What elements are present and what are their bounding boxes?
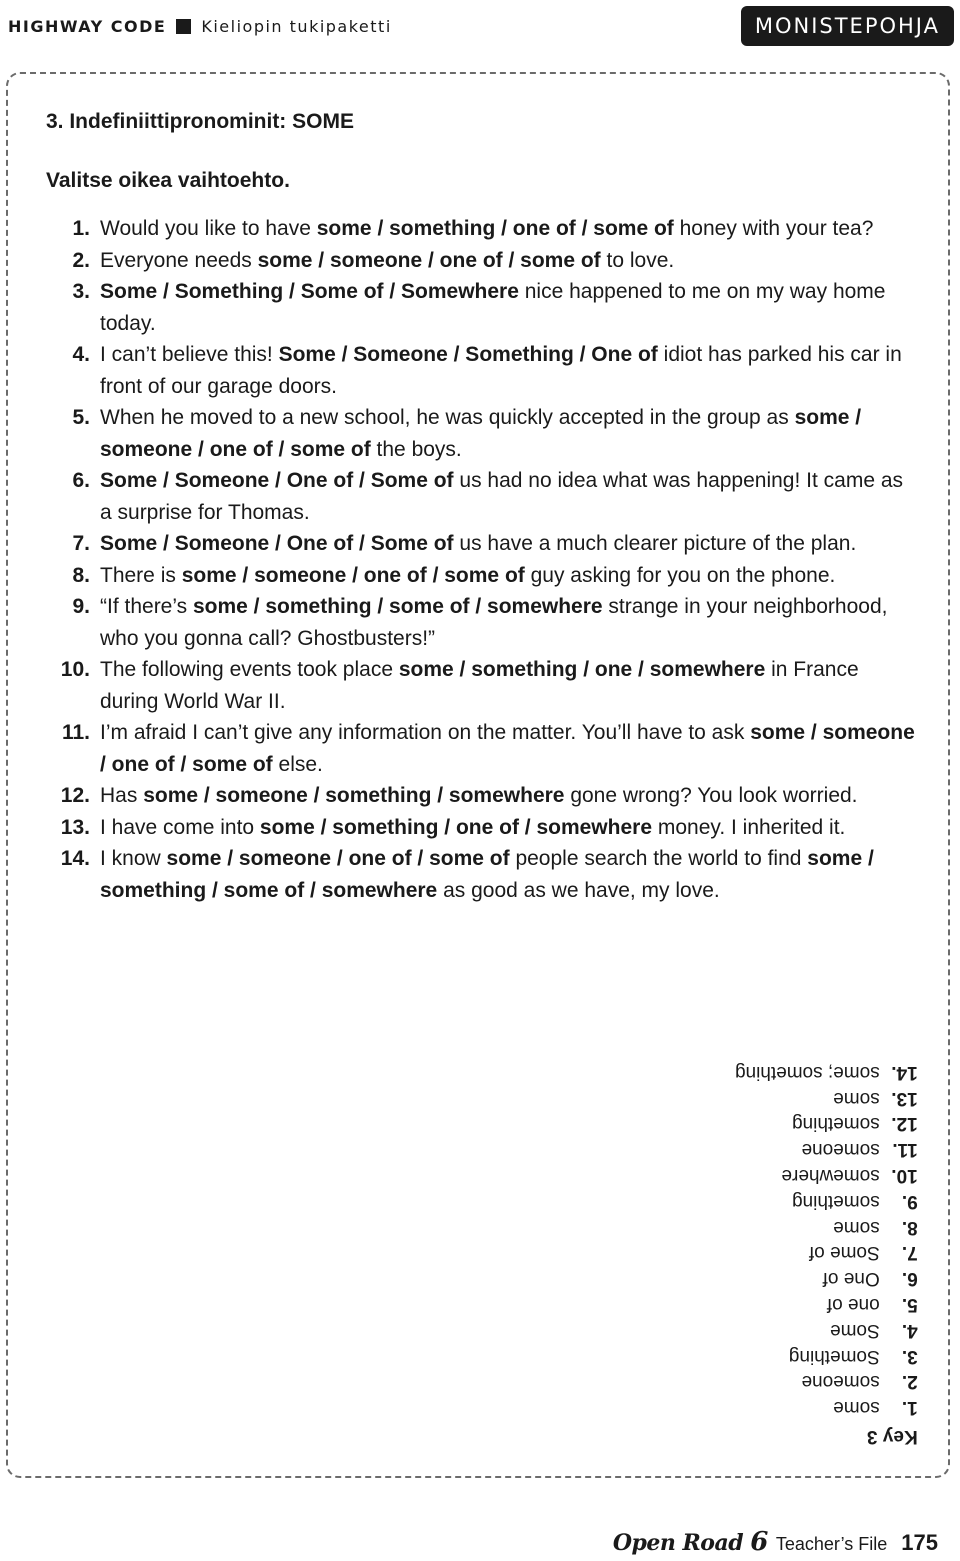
sentence-fragment: “If there’s xyxy=(100,595,193,618)
item-text xyxy=(100,339,920,402)
key-row xyxy=(735,1369,918,1395)
answer-options: Some / Something / Some of / Somewhere xyxy=(100,280,519,303)
exercise-title: 3. Indefiniittipronominit: SOME xyxy=(46,110,354,133)
item-number: 3. xyxy=(72,280,90,303)
key-row xyxy=(735,1059,918,1085)
sentence-fragment: I’m afraid I can’t give any information on the matter. You’ll have to ask xyxy=(100,721,751,744)
key-number: 11. xyxy=(892,1139,918,1161)
sentence-fragment: money. I inherited it. xyxy=(652,815,846,839)
exercise-item xyxy=(40,780,920,812)
key-answer: One of xyxy=(822,1268,880,1290)
header-subtitle: Kieliopin tukipaketti xyxy=(201,17,392,36)
answer-options: some / something / one of / some of xyxy=(316,217,674,240)
key-row xyxy=(735,1111,918,1137)
exercise-item xyxy=(40,654,920,717)
answer-options: some / someone / one of / some of xyxy=(257,248,601,272)
answer-options: some / something / one / somewhere xyxy=(398,658,766,681)
key-answer: Something xyxy=(789,1345,880,1367)
header-left xyxy=(8,17,392,36)
header-tag: MONISTEPOHJA xyxy=(741,6,954,46)
key-number: 8. xyxy=(902,1216,918,1238)
key-row xyxy=(735,1136,918,1162)
sentence-fragment: as good as we have, my love. xyxy=(437,878,720,902)
sentence-fragment: Has xyxy=(100,784,144,807)
exercise-list xyxy=(40,213,920,906)
item-number: 5. xyxy=(72,406,90,429)
sentence-fragment: There is xyxy=(100,563,182,587)
item-text xyxy=(100,213,920,245)
answer-options: some / someone / one of / some of xyxy=(181,563,525,587)
key-number: 10. xyxy=(891,1164,918,1186)
key-answer: some xyxy=(833,1397,880,1419)
answer-options: Some / Someone / Something / One of xyxy=(278,343,658,366)
key-answer: something xyxy=(792,1113,880,1135)
item-number: 11. xyxy=(61,721,90,744)
sentence-fragment: else. xyxy=(272,752,323,776)
key-number: 7. xyxy=(902,1242,918,1264)
exercise-item xyxy=(40,276,920,339)
square-icon xyxy=(176,19,191,34)
key-answer: Some of xyxy=(809,1242,880,1264)
exercise-item xyxy=(40,213,920,245)
exercise-item xyxy=(40,812,920,844)
key-answer: some xyxy=(833,1216,880,1238)
exercise-instruction: Valitse oikea vaihtoehto. xyxy=(46,169,290,192)
item-text xyxy=(100,717,920,780)
exercise-item xyxy=(40,591,920,654)
item-text xyxy=(100,780,920,812)
key-number: 13. xyxy=(891,1087,918,1109)
sentence-fragment: gone wrong? You look worried. xyxy=(564,784,858,807)
key-answer: somewhere xyxy=(781,1164,880,1186)
item-number: 6. xyxy=(72,469,90,492)
key-answer: some xyxy=(833,1087,880,1109)
brand-name: HIGHWAY CODE xyxy=(8,17,167,36)
item-text xyxy=(100,654,920,717)
key-number: 5. xyxy=(902,1293,918,1315)
sentence-fragment: the boys. xyxy=(370,437,462,461)
sentence-fragment: strange in your neighborhood, who you gonna call? Ghostbusters!” xyxy=(100,595,888,650)
key-row xyxy=(735,1291,918,1317)
key-answer: one of xyxy=(827,1293,880,1315)
answer-options: some / something / some of / somewhere xyxy=(192,595,603,618)
exercise-item xyxy=(40,339,920,402)
key-answer: Some xyxy=(830,1319,880,1341)
item-number: 9. xyxy=(72,595,90,618)
sentence-fragment: us had no idea what was happening! It came as a surprise for Thomas. xyxy=(100,469,904,524)
key-row xyxy=(735,1265,918,1291)
sentence-fragment: people search the world to find xyxy=(509,847,808,870)
item-number: 4. xyxy=(72,343,90,366)
exercise-item xyxy=(40,402,920,465)
page-header xyxy=(0,0,960,60)
item-number: 8. xyxy=(72,563,90,587)
key-answer: something xyxy=(792,1190,880,1212)
item-text xyxy=(100,276,920,339)
page-number: 175 xyxy=(901,1530,938,1555)
sentence-fragment: I know xyxy=(100,847,167,870)
exercise-item xyxy=(40,560,920,592)
sentence-fragment: The following events took place xyxy=(100,658,399,681)
footer-caption: Teacher’s File xyxy=(775,1534,888,1554)
item-number: 10. xyxy=(60,658,90,681)
sentence-fragment: idiot has parked his car in front of our garage doors. xyxy=(100,343,902,398)
key-answer: someone xyxy=(801,1139,880,1161)
item-text xyxy=(100,245,920,277)
sentence-fragment: Would you like to have xyxy=(100,217,317,240)
answer-options: Some / Someone / One of / Some of xyxy=(100,532,454,555)
open-road-logo xyxy=(613,1527,768,1557)
sentence-fragment: in France during World War II. xyxy=(100,658,859,713)
item-text xyxy=(100,465,920,528)
sentence-fragment: When he moved to a new school, he was quickly accepted in the group as xyxy=(100,406,795,429)
exercise-item xyxy=(40,465,920,528)
key-answer: someone xyxy=(801,1371,880,1393)
key-number: 2. xyxy=(902,1371,918,1393)
logo-number: 6 xyxy=(750,1527,768,1557)
page-footer xyxy=(613,1527,938,1557)
item-text xyxy=(100,591,920,654)
item-number: 1. xyxy=(72,217,90,240)
key-number: 6. xyxy=(902,1268,918,1290)
sentence-fragment: I have come into xyxy=(100,815,260,839)
item-number: 12. xyxy=(60,784,90,807)
item-text xyxy=(100,812,920,844)
sentence-fragment: guy asking for you on the phone. xyxy=(524,563,836,587)
answer-key-rows xyxy=(735,1059,918,1420)
exercise-item xyxy=(40,843,920,906)
exercise-item xyxy=(40,528,920,560)
key-row xyxy=(735,1343,918,1369)
item-number: 13. xyxy=(60,815,90,839)
item-text xyxy=(100,528,920,560)
key-number: 4. xyxy=(902,1319,918,1341)
sentence-fragment: us have a much clearer picture of the plan. xyxy=(453,532,857,555)
answer-key-title: Key 3 xyxy=(867,1425,918,1447)
key-row xyxy=(735,1240,918,1266)
key-number: 14. xyxy=(891,1061,918,1083)
key-row xyxy=(735,1214,918,1240)
exercise-item xyxy=(40,245,920,277)
key-answer: some; something xyxy=(735,1061,880,1083)
answer-options: some / someone / one of / some of xyxy=(166,847,510,870)
answer-key xyxy=(735,1059,918,1449)
answer-options: some / something / some of / somewhere xyxy=(100,847,874,902)
answer-options: some / someone / something / somewhere xyxy=(143,784,565,807)
exercise-item xyxy=(40,717,920,780)
answer-options: Some / Someone / One of / Some of xyxy=(100,469,454,492)
item-number: 14. xyxy=(60,847,90,870)
sentence-fragment: I can’t believe this! xyxy=(100,343,279,366)
sentence-fragment: to love. xyxy=(600,248,675,272)
item-text xyxy=(100,402,920,465)
key-number: 3. xyxy=(902,1345,918,1367)
sentence-fragment: honey with your tea? xyxy=(673,217,874,240)
sentence-fragment: Everyone needs xyxy=(100,248,258,272)
answer-options: some / something / one of / somewhere xyxy=(259,815,653,839)
item-number: 2. xyxy=(72,248,90,272)
key-row xyxy=(735,1162,918,1188)
item-number: 7. xyxy=(72,532,90,555)
item-text xyxy=(100,560,920,592)
key-row xyxy=(735,1317,918,1343)
key-row xyxy=(735,1188,918,1214)
key-number: 9. xyxy=(902,1190,918,1212)
key-row xyxy=(735,1394,918,1420)
answer-options: some / someone / one of / some of xyxy=(100,406,862,461)
sentence-fragment: nice happened to me on my way home today. xyxy=(100,280,886,335)
answer-options: some / someone / one of / some of xyxy=(100,721,915,776)
key-number: 1. xyxy=(902,1397,918,1419)
key-number: 12. xyxy=(891,1113,918,1135)
key-row xyxy=(735,1085,918,1111)
logo-main: Open Road xyxy=(612,1530,744,1556)
item-text xyxy=(100,843,920,906)
